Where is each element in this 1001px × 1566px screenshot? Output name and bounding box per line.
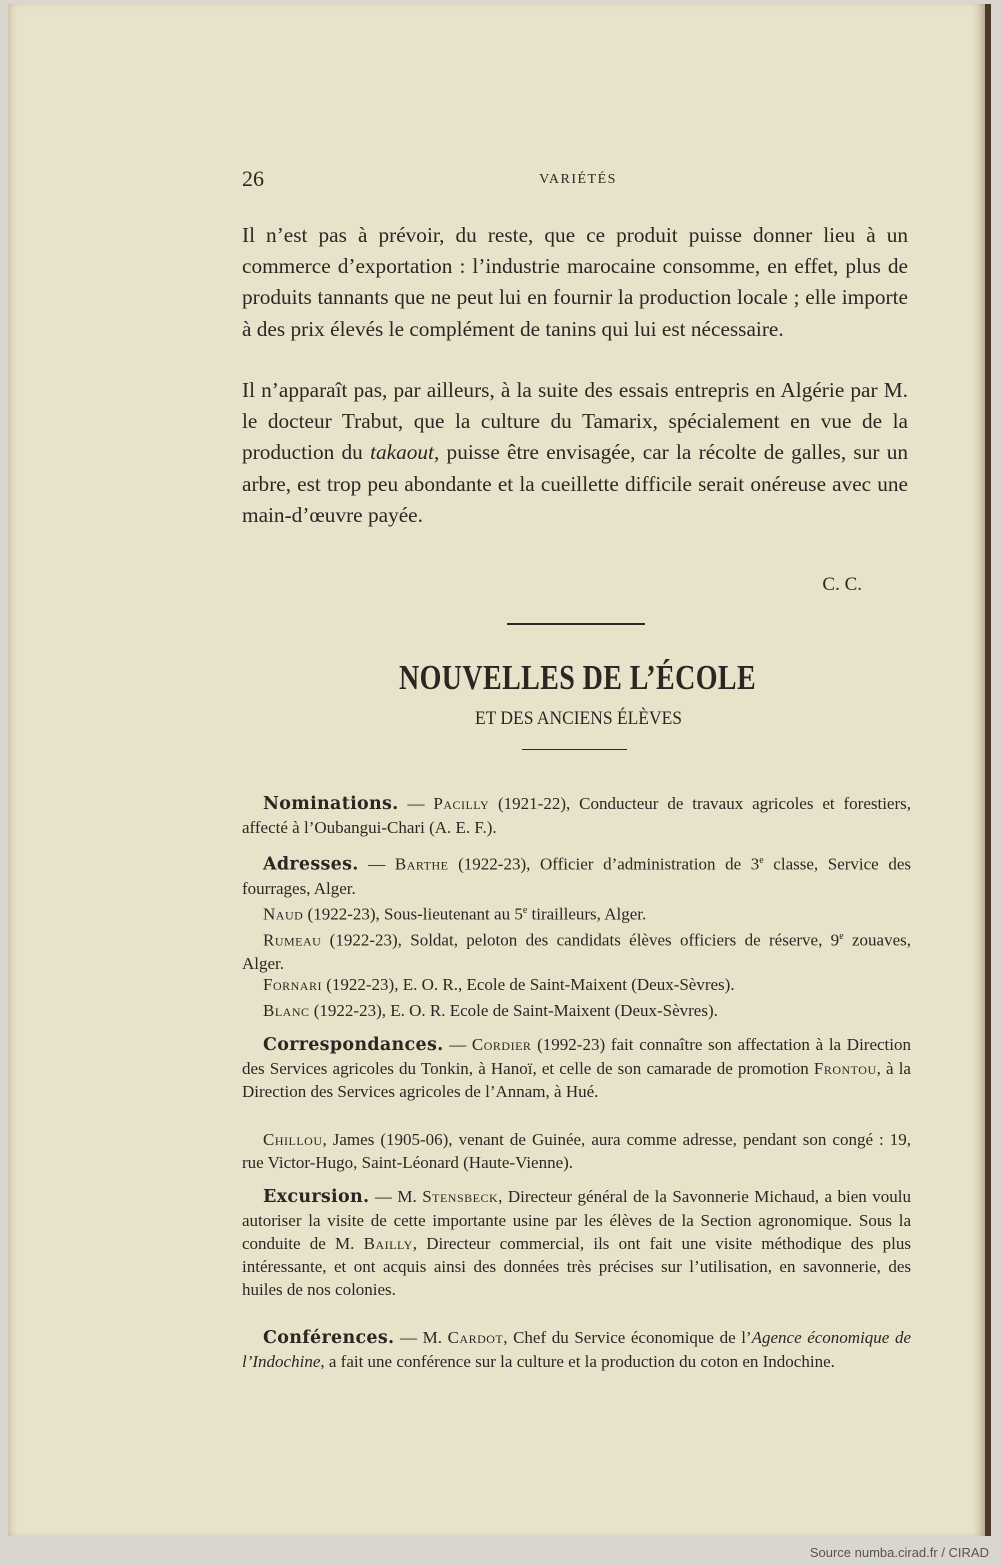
news-paragraph — [242, 973, 911, 996]
italic-text: Agence économique de l’Indochine — [242, 1328, 911, 1371]
item-heading: Adresses. — [263, 854, 359, 875]
section-divider — [507, 623, 645, 625]
text-segment: (1922-23), Officier d’administration de 3 — [448, 854, 760, 874]
text-segment: e — [759, 855, 764, 866]
text-segment: tirailleurs, Alger. — [527, 904, 647, 924]
text-segment: , à la Direction des Services agricoles de l’Annam, à Hué. — [242, 1059, 911, 1101]
text-segment: , a fait une conférence sur la culture et la production du coton en Indochine. — [320, 1352, 835, 1371]
text-segment: (1922-23), Sous-lieutenant au 5 — [303, 904, 523, 924]
person-name: Naud — [263, 904, 304, 924]
text-segment: , puisse être envisagée, car la récolte de galles, sur un arbre, est trop peu abondante et la cueillette difficile serait onéreuse avec une main-d’œuvre payée. — [242, 440, 908, 527]
text-segment: (1921-22), Conducteur de travaux agricoles et forestiers, affecté à l’Oubangui-Chari (A. E. F.). — [242, 794, 912, 837]
text-segment: (1922-23), E. O. R., Ecole de Saint-Maixent (Deux-Sèvres). — [321, 975, 735, 994]
person-name: Bailly — [363, 1234, 413, 1253]
person-name: Cordier — [471, 1035, 532, 1054]
text-segment: , James (1905-06), venant de Guinée, aura comme adresse, pendant son congé : 19, rue Victor-Hugo, Saint-Léonard (Haute-Vienne). — [242, 1130, 911, 1172]
text-segment: (1922-23), E. O. R. Ecole de Saint-Maixent (Deux-Sèvres). — [309, 1001, 718, 1020]
person-name: Frontou — [813, 1059, 877, 1078]
news-paragraph — [242, 849, 911, 900]
text-segment: classe, Service des fourrages, Alger. — [242, 854, 912, 898]
item-heading: Nominations. — [263, 794, 399, 814]
text-segment: , Chef du Service économique de l’ — [503, 1328, 752, 1347]
news-paragraph — [242, 792, 911, 839]
news-paragraph — [242, 1326, 911, 1373]
text-segment: — — [443, 1035, 472, 1054]
person-name: Chillou — [263, 1130, 323, 1149]
news-paragraph — [242, 1128, 911, 1174]
person-name: Barthe — [394, 854, 449, 874]
text-segment: — — [398, 794, 434, 813]
person-name: Cardot — [447, 1328, 504, 1347]
text-segment: (1992-23) fait connaître son affectation à la Direction des Services agricoles du Tonkin, à Hanoï, et celle de son camarade de promotion — [242, 1035, 911, 1078]
source-credit: Source numba.cirad.fr / CIRAD — [809, 1545, 989, 1560]
item-heading: Excursion. — [263, 1187, 370, 1207]
subtitle-divider — [522, 749, 627, 750]
section-subtitle: ET DES ANCIENS ÉLÈVES — [474, 708, 682, 729]
person-name: Rumeau — [263, 930, 322, 950]
binding-edge — [985, 4, 991, 1536]
item-heading: Conférences. — [263, 1328, 395, 1348]
signature: C. C. — [822, 574, 862, 595]
person-name: Stensbeck — [422, 1187, 499, 1206]
text-segment: — M. — [394, 1328, 448, 1347]
person-name: Pacilly — [433, 794, 490, 813]
text-segment: (1922-23), Soldat, peloton des candidats élèves officiers de réserve, 9 — [321, 930, 840, 950]
text-segment: e — [522, 905, 528, 916]
text-segment: zouaves, Alger. — [242, 930, 911, 973]
news-paragraph — [242, 925, 911, 975]
text-segment: , Directeur commercial, ils ont fait une visite méthodique des plus intéressante, et ont acquis ainsi des données très précises sur l’utilisation, en savonnerie, des huiles de nos colonies. — [242, 1234, 911, 1299]
text-segment: — M. — [369, 1187, 423, 1206]
italic-text: takaout — [370, 440, 434, 465]
paragraph — [242, 375, 908, 531]
person-name: Blanc — [263, 1001, 310, 1020]
text-segment: Il n’est pas à prévoir, du reste, que ce produit puisse donner lieu à un commerce d’exportation : l’industrie marocaine consomme, en effet, plus de produits tannants que ne peut lui en fournir la production locale ; elle importe à des prix élevés le complément de tanins qui lui est nécessaire. — [242, 223, 908, 341]
news-paragraph — [242, 1033, 911, 1103]
news-paragraph — [242, 1185, 911, 1301]
page-number: 26 — [242, 166, 264, 191]
paragraph — [242, 220, 908, 345]
text-segment: e — [839, 931, 844, 942]
news-paragraph — [242, 899, 911, 926]
news-paragraph — [242, 999, 911, 1022]
section-title: NOUVELLES DE L’ÉCOLE — [398, 658, 757, 697]
running-head: VARIÉTÉS — [539, 172, 617, 187]
person-name: Fornari — [263, 975, 322, 994]
text-segment: , Directeur général de la Savonnerie Michaud, a bien voulu autoriser la visite de cette importante usine par les élèves de la Section agronomique. Sous la conduite de M. — [242, 1187, 911, 1253]
text-segment: — — [358, 854, 395, 874]
text-segment: Il n’apparaît pas, par ailleurs, à la suite des essais entrepris en Algérie par M. le docteur Trabut, que la culture du Tamarix, spécialement en vue de la production du — [242, 378, 908, 465]
item-heading: Correspondances. — [263, 1035, 444, 1055]
